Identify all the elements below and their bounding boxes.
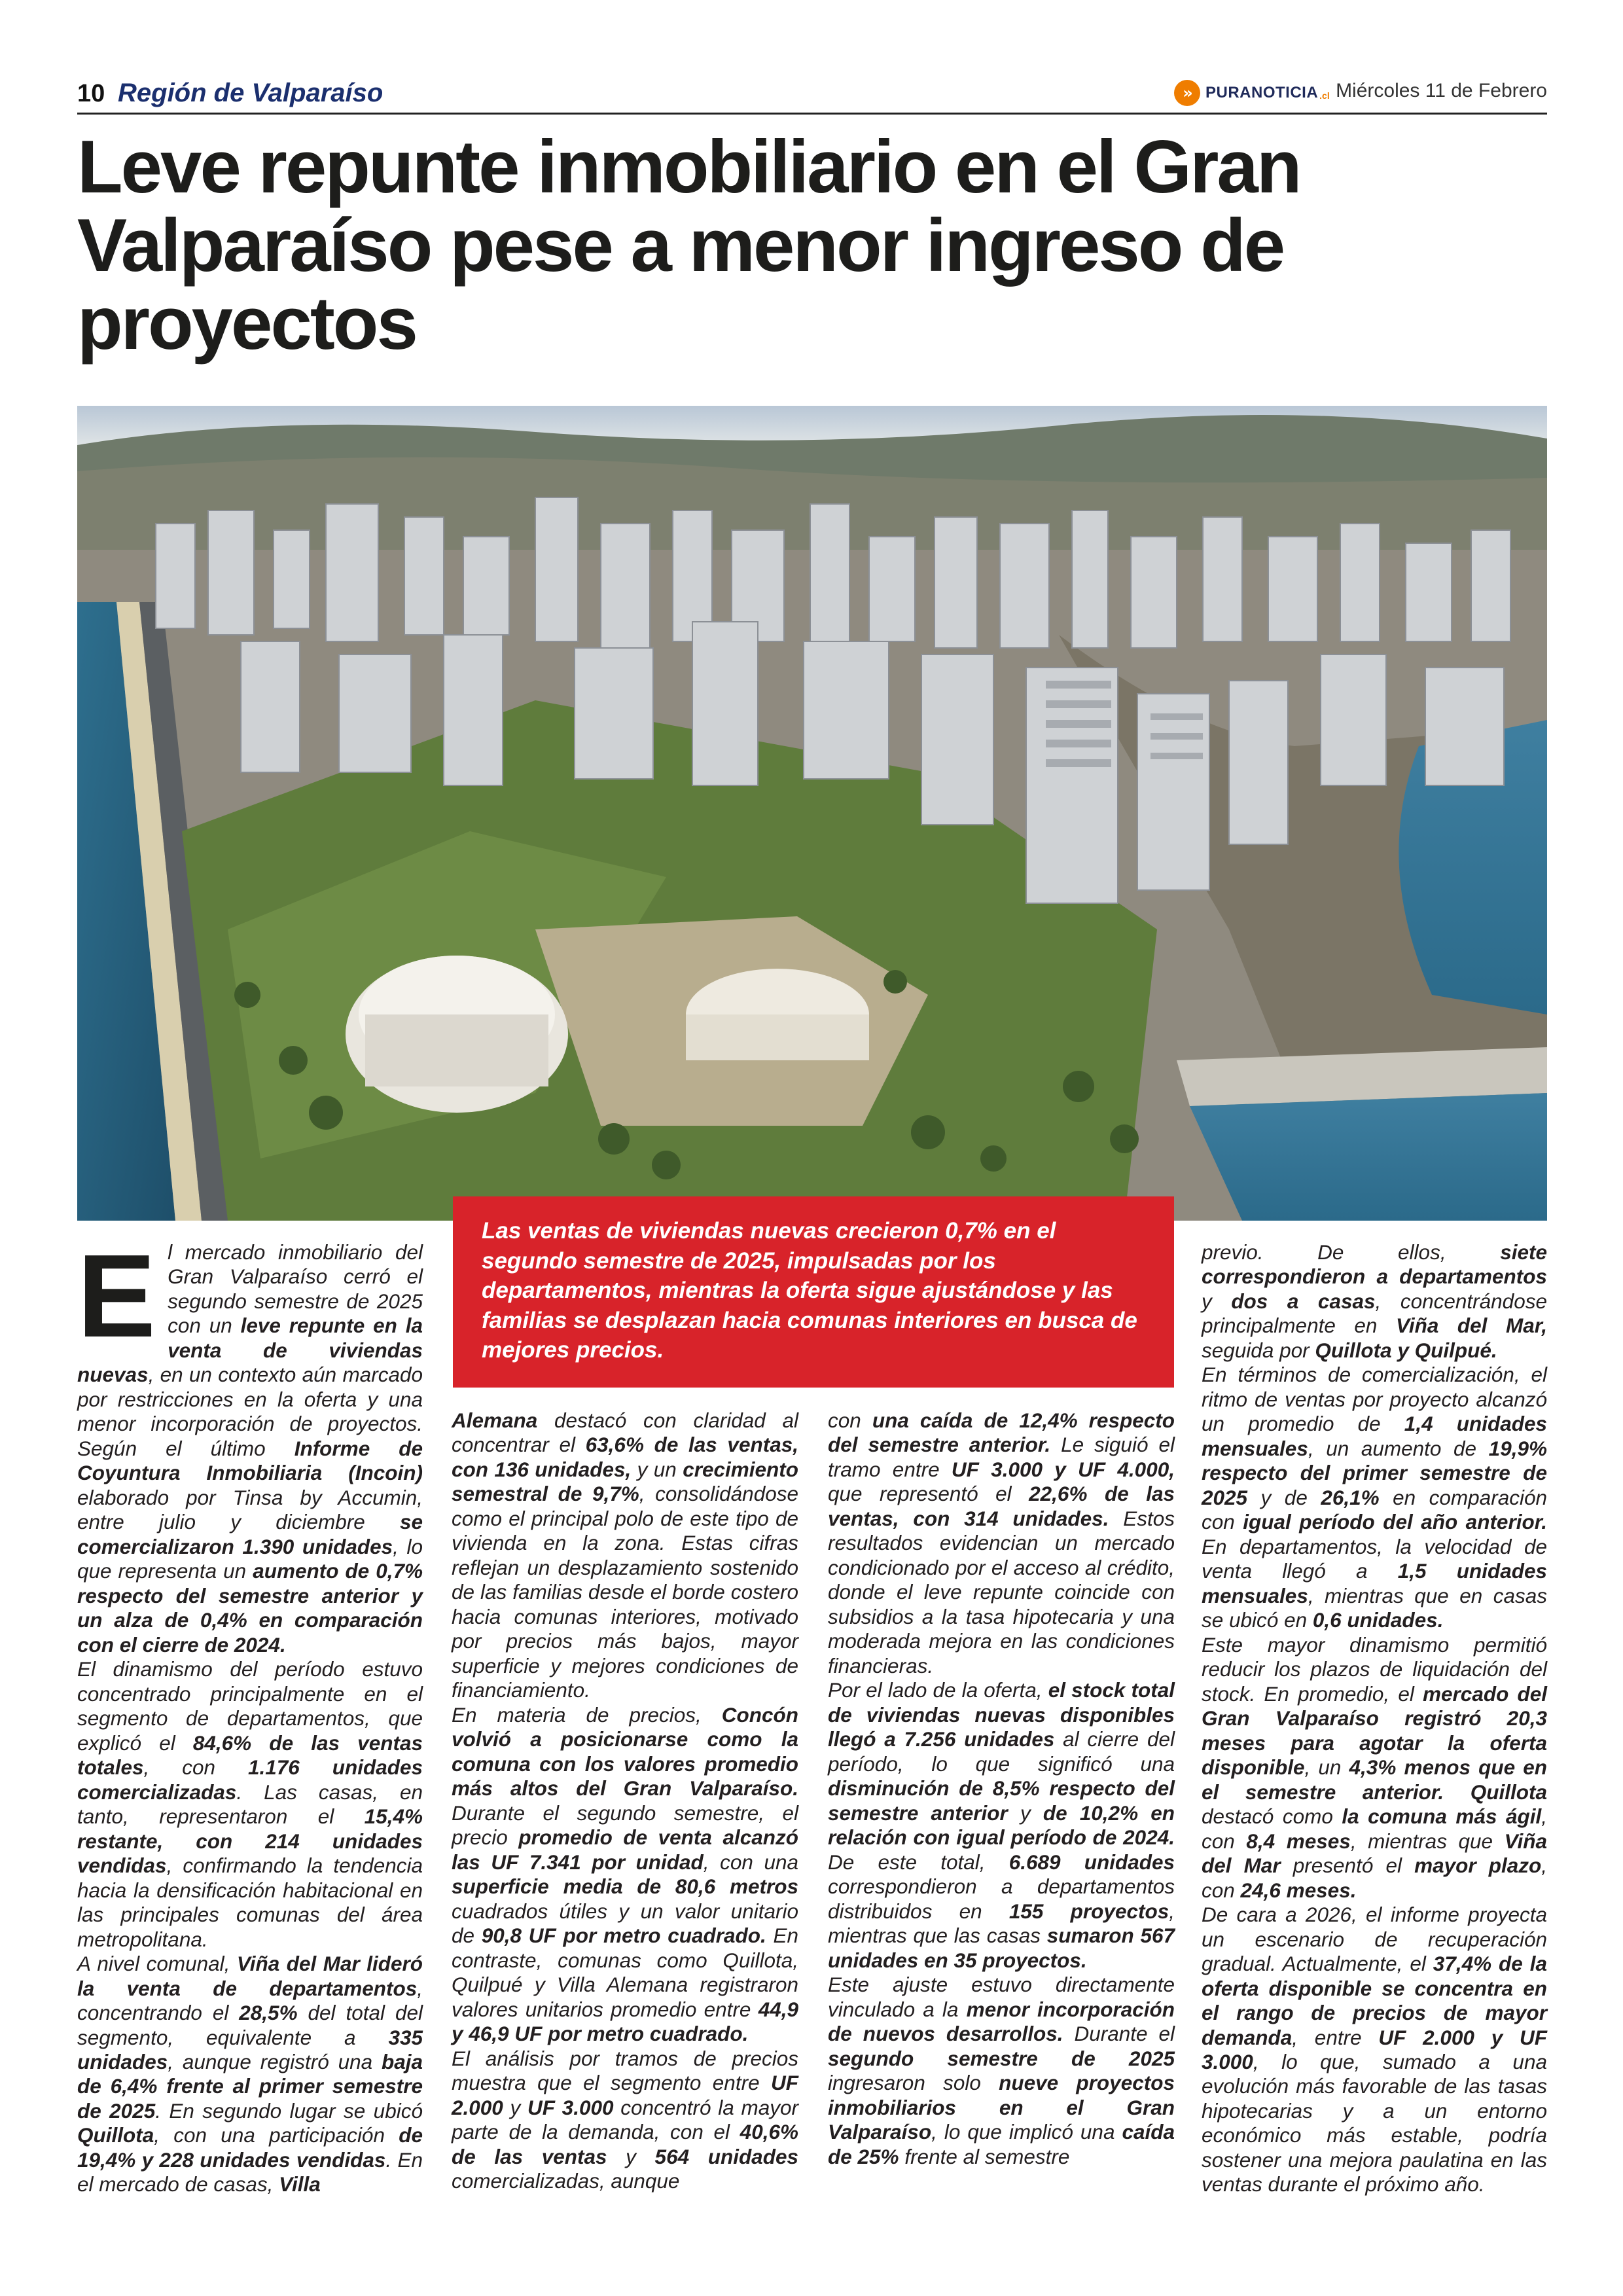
article-paragraph-5: El análisis por tramos de precios muestra que el segmento entre UF 2.000 y UF 3.000 concentró la mayor parte de la demanda, con el 40,6% de las ventas y 564 unidades comercializadas, aunque [452,2046,798,2193]
article-paragraph-7: Este ajuste estuvo directamente vinculado a la menor incorporación de nuevos desarrollos. Durante el segundo semestre de 2025 ingresaron solo nueve proyectos inmobiliarios en el Gran Valparaíso, lo que implicó una caída de 25% frente al semestre [828,1973,1175,2168]
article-paragraph-1: El mercado inmobiliario del Gran Valparaíso cerró el segundo semestre de 2025 con un leve repunte en la venta de viviendas nuevas, en un contexto aún marcado por restricciones en la oferta y una menor incorporación de proyectos. Según el último Informe de Coyuntura Inmobiliaria (Incoin) elaborado por Tinsa by Accumin, entre julio y diciembre se comercializaron 1.390 unidades, lo que representa un aumento de 0,7% respecto del semestre anterior y un alza de 0,4% en comparación con el cierre de 2024. [77,1230,423,1657]
pull-quote [453,1196,1174,1388]
section-title: Región de Valparaíso [118,79,383,107]
double-chevron-icon: » [1174,80,1200,106]
brand-logo [1174,80,1330,106]
page-header [77,72,1547,113]
article-column-1 [77,1230,423,2197]
brand-name: PURANOTICIA [1205,84,1319,101]
article-paragraph-4: En materia de precios, Concón volvió a posicionarse como la comuna con los valores promedio más altos del Gran Valparaíso. Durante el segundo semestre, el precio promedio de venta alcanzó las UF 7.341 por unidad, con una superficie media de 80,6 metros cuadrados útiles y un valor unitario de 90,8 UF por metro cuadrado. En contraste, comunas como Quillota, Quilpué y Villa Alemana registraron valores unitarios promedio entre 44,9 y 46,9 UF por metro cuadrado. [452,1702,798,2046]
article-paragraph-3: A nivel comunal, Viña del Mar lideró la venta de departamentos, concentrando el 28,5% del total del segmento, equivalente a 335 unidades, aunque registró una baja de 6,4% frente al primer semestre de 2025. En segundo lugar se ubicó Quillota, con una participación de 19,4% y 228 unidades vendidas. En el mercado de casas, Villa [77,1952,423,2197]
aerial-city-photo [77,406,1547,1221]
page-number: 10 [77,80,105,107]
headline: Leve repunte inmobiliario en el Gran Valparaíso pese a menor ingreso de proyectos [77,126,1300,366]
issue-date: Miércoles 11 de Febrero [1336,80,1547,101]
article-paragraph-5-continued: con una caída de 12,4% respecto del semestre anterior. Le siguió el tramo entre UF 3.000 y UF 4.000, que representó el 22,6% de las ventas, con 314 unidades. Estos resultados evidencian un mercado condicionado por el acceso al crédito, donde el leve repunte coincide con subsidios a la tasa hipotecaria y una moderada mejora en las condiciones financieras. [828,1408,1175,1677]
article-paragraph-3-continued: Alemana destacó con claridad al concentrar el 63,6% de las ventas, con 136 unidades, y un crecimiento semestral de 9,7%, consolidándose como el principal polo de este tipo de vivienda en la zona. Estas cifras reflejan un desplazamiento sostenido de las familias desde el borde costero hacia comunas interiores, motivado por precios más bajos, mayor superficie y mejores condiciones de financiamiento. [452,1408,799,1702]
article-paragraph-7-continued: previo. De ellos, siete correspondieron a departamentos y dos a casas, concentrándose principalmente en Viña del Mar, seguida por Quillota y Quilpué. [1202,1240,1547,1362]
drop-cap: E [77,1230,156,1362]
pull-quote-text: Las ventas de viviendas nuevas crecieron 0,7% en el segundo semestre de 2025, impulsadas por los departamentos, mientras la oferta sigue ajustándose y las familias se desplazan hacia comunas interiores en busca de mejores precios. [482,1218,1137,1363]
article-paragraph-10: De cara a 2026, el informe proyecta un escenario de recuperación gradual. Actualmente, el 37,4% de la oferta disponible se concentra en el rango de precios de mayor demanda, entre UF 2.000 y UF 3.000, lo que, sumado a una evolución más favorable de las tasas hipotecarias y a un entorno económico más estable, podría sostener una mejora paulatina en las ventas durante el próximo año. [1202,1903,1547,2197]
article-column-4 [1202,1240,1547,2197]
article-paragraph-9: Este mayor dinamismo permitió reducir los plazos de liquidación del stock. En promedio, el mercado del Gran Valparaíso registró 20,3 meses para agotar la oferta disponible, un 4,3% menos que en el semestre anterior. Quillota destacó como la comuna más ágil, con 8,4 meses, mientras que Viña del Mar presentó el mayor plazo, con 24,6 meses. [1202,1632,1548,1902]
article-paragraph-6: Por el lado de la oferta, el stock total de viviendas nuevas disponibles llegó a 7.256 unidades al cierre del período, lo que significó una disminución de 8,5% respecto del semestre anterior y de 10,2% en relación con igual período de 2024. De este total, 6.689 unidades correspondieron a departamentos distribuidos en 155 proyectos, mientras que las casas sumaron 567 unidades en 35 proyectos. [828,1678,1175,1972]
article-paragraph-2: El dinamismo del período estuvo concentrado principalmente en el segmento de departamentos, que explicó el 84,6% de las ventas totales, con 1.176 unidades comercializadas. Las casas, en tanto, representaron el 15,4% restante, con 214 unidades vendidas, confirmando la tendencia hacia la densificación habitacional en las principales comunas del área metropolitana. [77,1657,423,1951]
article-column-2 [452,1408,798,2194]
brand-suffix: .cl [1319,90,1330,101]
article-column-3 [828,1408,1175,2169]
article-paragraph-8: En términos de comercialización, el ritmo de ventas por proyecto alcanzó un promedio de 1,4 unidades mensuales, un aumento de 19,9% respecto del primer semestre de 2025 y de 26,1% en comparación con igual período del año anterior. En departamentos, la velocidad de venta llegó a 1,5 unidades mensuales, mientras que en casas se ubicó en 0,6 unidades. [1202,1363,1548,1632]
header-divider [77,113,1547,115]
